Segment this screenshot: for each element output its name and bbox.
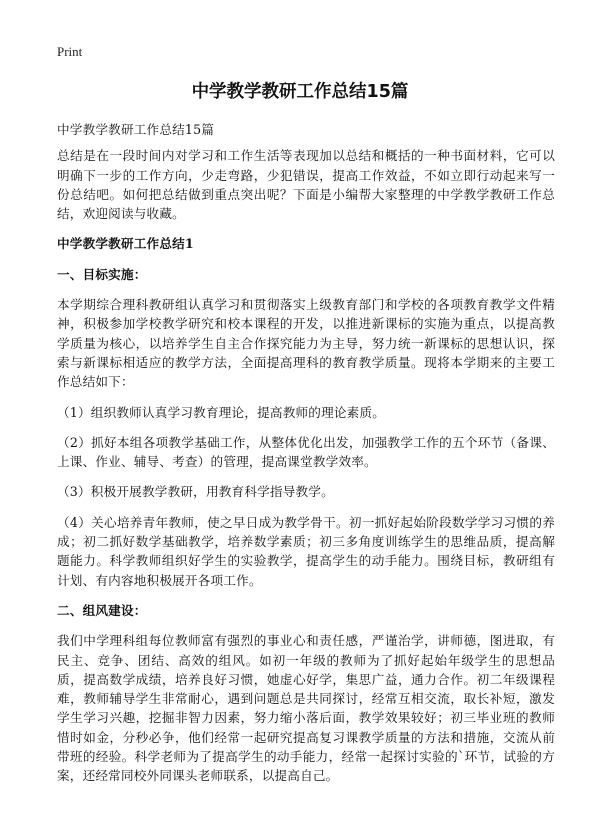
list-item: （2）抓好本组各项教学基础工作，从整体优化出发，加强教学工作的五个环节（备课、上课、作业、辅导、考查）的管理，提高课堂教学效率。: [57, 434, 555, 470]
list-item: （1）组织教师认真学习教育理论，提高教师的理论素质。: [57, 404, 386, 420]
list-item: （4）关心培养青年教师，使之早日成为教学骨干。初一抓好起始阶段数学学习习惯的养成；初二抓好数学基础教学，培养数学素质；初三多角度训练学生的思维品质，提高解题能力。科学教师组织好学生的实验教学，提高学生的动手能力。围绕目标，教研组有计划、有内容地积极展开各项工作。: [57, 514, 555, 588]
part1-heading: 一、目标实施：: [57, 266, 147, 282]
article-body: [57, 120, 555, 797]
part1-list: [57, 403, 555, 590]
part2-paragraph: 我们中学理科组每位教师富有强烈的事业心和责任感，严谨治学，讲师德，图进取，有民主、竞争、团结、高效的组风。如初一年级的教师为了抓好起始年级学生的思想品质，提高数学成绩，培养良好习惯，她虚心好学，集思广益，通力合作。初二年级课程难，教师辅导学生非常耐心，遇到问题总是共同探讨，经常互相交流，取长补短，激发学生学习兴趣，挖掘非智力因素，努力缩小落后面，教学效果较好；初三毕业班的教师惜时如金，分秒必争，他们经常一起研究提高复习课教学质量的方法和措施，交流从前带班的经验。科学老师为了提高学生的动手能力，经常一起探讨实验的`环节，试验的方案，还经常同校外同课头老师联系，以提高自己。: [57, 633, 555, 784]
part2-heading: 二、组风建设：: [57, 602, 147, 618]
part1-paragraph: 本学期综合理科教研组认真学习和贯彻落实上级教育部门和学校的各项教育教学文件精神，积极参加学校教学研究和校本课程的开发，以推进新课标的实施为重点，以提高教学质量为核心，以培养学生自主合作探究能力为主导，努力统一新课标的思想认识，探索与新课标相适应的教学方法，全面提高理科的教育教学质量。现将本学期来的主要工作总结如下：: [57, 297, 555, 390]
print-link[interactable]: Print: [57, 44, 83, 59]
section-heading: 中学教学教研工作总结1: [57, 236, 194, 252]
intro-paragraph: 总结是在一段时间内对学习和工作生活等表现加以总结和概括的一种书面材料，它可以明确下一步的工作方向，少走弯路，少犯错误，提高工作效益，不如立即行动起来写一份总结吧。如何把总结做到重点突出呢？下面是小编帮大家整理的中学教学教研工作总结，欢迎阅读与收藏。: [57, 148, 555, 222]
page-title: 中学教学教研工作总结15篇: [191, 82, 409, 102]
list-item: （3）积极开展教学教研，用教育科学指导教学。: [57, 484, 334, 500]
article-subtitle: 中学教学教研工作总结15篇: [57, 122, 215, 137]
